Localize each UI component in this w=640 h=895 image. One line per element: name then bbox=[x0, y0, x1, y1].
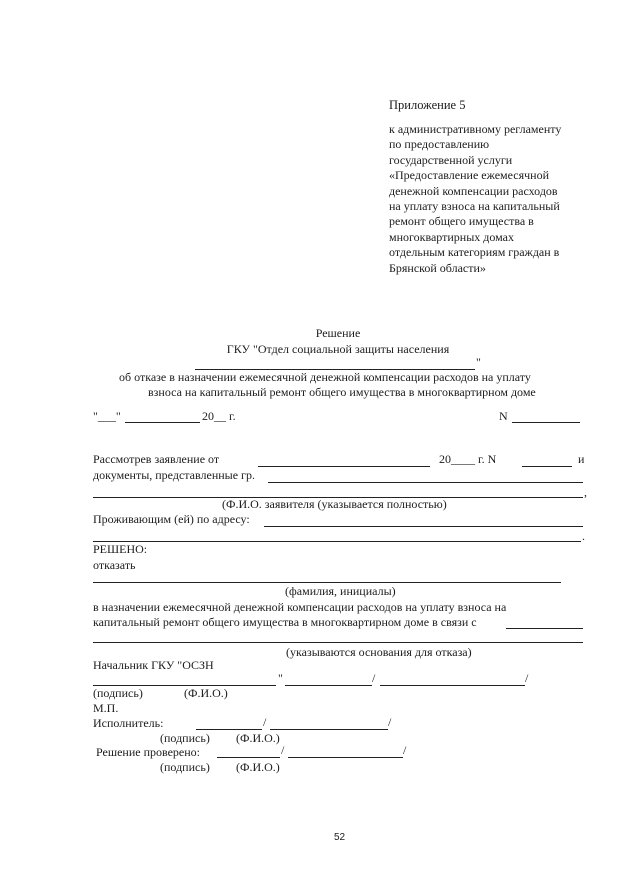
executor-fio-blank bbox=[270, 729, 388, 730]
appendix-title: Приложение 5 bbox=[389, 98, 466, 112]
executor-sign-blank bbox=[196, 729, 262, 730]
date-month-blank bbox=[125, 422, 200, 423]
checked-slash-2: / bbox=[403, 743, 407, 757]
executor-label: Исполнитель: bbox=[93, 716, 164, 730]
address-blank-2 bbox=[93, 541, 581, 542]
head-sign-blank bbox=[285, 685, 372, 686]
appendix-line: денежной компенсации расходов bbox=[389, 183, 558, 198]
appendix-line: отдельным категориям граждан в bbox=[389, 245, 560, 260]
documents-label: документы, представленные гр. bbox=[93, 468, 255, 482]
residing-label: Проживающим (ей) по адресу: bbox=[93, 512, 250, 526]
number-blank bbox=[512, 422, 580, 423]
checked-label: Решение проверено: bbox=[96, 745, 201, 759]
date-year: 20__ г. bbox=[202, 409, 236, 423]
checked-fio-blank bbox=[288, 757, 403, 758]
executor-fio-caption: (Ф.И.О.) bbox=[236, 731, 280, 745]
date-day: "___" bbox=[93, 409, 121, 423]
decided-label: РЕШЕНО: bbox=[93, 542, 148, 556]
documents-blank bbox=[268, 482, 583, 483]
seal-label: М.П. bbox=[93, 701, 119, 715]
reason-caption: (указываются основания для отказа) bbox=[286, 645, 472, 659]
org-closing-quote: " bbox=[476, 355, 481, 369]
head-fio-caption: (Ф.И.О.) bbox=[184, 686, 228, 700]
documents-comma: , bbox=[584, 485, 587, 499]
appendix-line: Брянской области» bbox=[389, 260, 486, 275]
appendix-line: к административному регламенту bbox=[389, 122, 562, 136]
surname-caption: (фамилия, инициалы) bbox=[285, 584, 396, 598]
decision-title: Решение bbox=[315, 326, 361, 340]
reason-blank bbox=[506, 628, 583, 629]
checked-fio-caption: (Ф.И.О.) bbox=[236, 760, 280, 774]
head-slash-1: / bbox=[372, 671, 376, 685]
applicant-fio-caption: (Ф.И.О. заявителя (указывается полностью) bbox=[222, 497, 447, 511]
address-blank bbox=[264, 526, 583, 527]
reason-blank-2 bbox=[93, 642, 583, 643]
appendix-line: на уплату взноса на капитальный bbox=[389, 199, 560, 213]
appendix-line: государственной услуги bbox=[389, 152, 513, 167]
head-label: Начальник ГКУ "ОСЗН bbox=[93, 658, 214, 672]
reason-line1: в назначении ежемесячной денежной компенсации расходов на уплату взноса на bbox=[93, 600, 507, 614]
head-slash-2: / bbox=[525, 671, 529, 685]
executor-slash-1: / bbox=[263, 715, 267, 729]
considered-year: 20____ г. N bbox=[439, 452, 497, 466]
checked-sign-caption: (подпись) bbox=[160, 760, 210, 774]
address-period: . bbox=[582, 529, 585, 543]
considered-label: Рассмотрев заявление от bbox=[93, 452, 220, 466]
surname-blank bbox=[93, 582, 561, 583]
checked-sign-blank bbox=[217, 757, 280, 758]
decision-subject-line2: взноса на капитальный ремонт общего имущества в многоквартирном доме bbox=[148, 385, 536, 399]
head-quote: " bbox=[278, 671, 283, 685]
head-sign-caption: (подпись) bbox=[93, 686, 143, 700]
number-label: N bbox=[499, 409, 508, 423]
decision-subject-line1: об отказе в назначении ежемесячной денежной компенсации расходов на уплату bbox=[119, 370, 531, 384]
checked-slash-1: / bbox=[281, 743, 285, 757]
reason-line2: капитальный ремонт общего имущества в многоквартирном доме в связи с bbox=[93, 615, 477, 629]
considered-and: и bbox=[578, 452, 585, 466]
executor-sign-caption: (подпись) bbox=[160, 731, 210, 745]
appendix-line: по предоставлению bbox=[389, 137, 490, 152]
executor-slash-2: / bbox=[388, 715, 392, 729]
page-number: 52 bbox=[334, 832, 346, 843]
appendix-line: многоквартирных домах bbox=[389, 229, 515, 244]
appendix-line: «Предоставление ежемесячной bbox=[389, 168, 550, 183]
appendix-line: ремонт общего имущества в bbox=[389, 214, 534, 229]
application-date-blank bbox=[258, 466, 430, 467]
head-fio-blank bbox=[380, 685, 525, 686]
refuse-label: отказать bbox=[93, 558, 136, 572]
decision-org: ГКУ "Отдел социальной защиты населения bbox=[226, 342, 450, 356]
application-number-blank bbox=[522, 466, 572, 467]
